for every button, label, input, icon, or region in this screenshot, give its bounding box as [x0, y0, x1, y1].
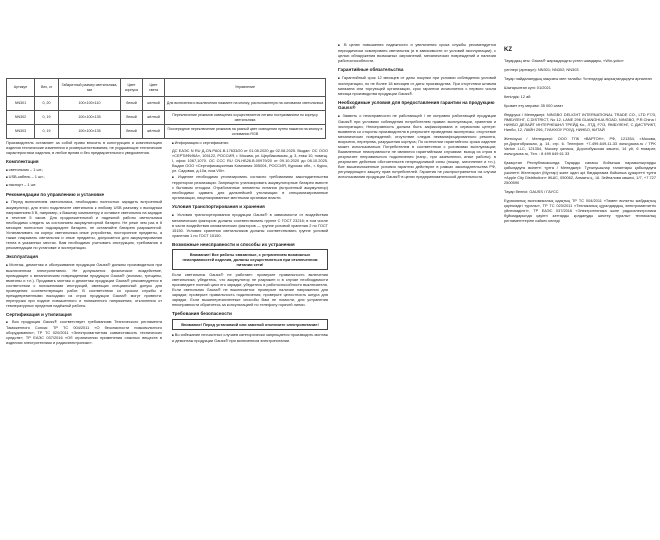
cert-paragraph: ■ Вся продукция Gauss® соответствует требованиям Технического регламента Таможенного Союза: ТР ТС 004/2011 «О безопасности низковольтного оборудования»; ТР ТС 020/2011 «Электромагнитная совместимость технических средств»; ТР ЕАЭС 037/2016 «Об ограничении применения опасных веществ в изделиях электротехники и радиоэлектроники». [6, 319, 162, 345]
faults-warning-box [172, 249, 328, 270]
table-row [7, 125, 326, 139]
certs-paragraph: ДС ЕАЭС N RU Д-CN.РА01.В.17633/20 от 01.08.2020 до 02.08.2025. Выдан: ОС ООО «СЕРТИФИКА», 105122, РОССИЯ, г. Москва, ул. Щербаковская, д. 3, этаж 10, помещ. I, офис 1067,1070. ОС ССС RU CN.НБ26.В.00979/20 от 09.10.2020 до 08.10.2025. Выдан ООО «Сертификационная Компания 305004, РОССИЯ, Курская обл., г. Курск, ул. Садовая, д.10а, пом.VIII». [172, 147, 328, 173]
cell-article: NN303 [7, 125, 35, 139]
cell-weight: 0, 19 [35, 125, 59, 139]
warranty-paragraph: ■ Гарантийный срок 12 месяцев от даты покупки при условии соблюдения условий эксплуатации, но не более 18 месяцев от даты производства. При отсутствии штампа магазина или торгующей организации, срок гарантии исчисляется с первого числа месяца производства продукции Gauss®. [338, 75, 496, 96]
kz-line: Кепілдік: 12 ай [504, 94, 531, 99]
intro-paragraph: Производитель оставляет за собой право вносить в конструкцию и комплектацию изделия технические изменения и усовершенствования, не ухудшающие технические характеристики изделия, в любое время и без предварительного уведомления. [6, 140, 162, 155]
complect-item: ■ светильник – 1 шт.; [6, 167, 162, 173]
kz-line: Тауар белгісі: GAUSS / ГАУСС [504, 189, 559, 194]
kz-line: Шығарылған күні: 01/2021 [504, 85, 551, 90]
cell-article: NN301 [7, 97, 35, 111]
complect-item: ■ паспорт – 1 шт. [6, 182, 162, 188]
kz-line: Тауардың аты: Gauss® жарықдиодты үстел шамдары, «Win-yoko» [504, 58, 624, 63]
kz-line: Қызмет ету мерзімі: 35 000 сағат [504, 103, 563, 108]
th-control: Управление [165, 79, 326, 97]
th-weight: Вес, кг [35, 79, 59, 97]
mount-paragraph: ■ Монтаж, демонтаж и обслуживание продукции Gauss® должны производиться при выключенном электропитании. Не допускается физическое воздействие, приводящее к механическим повреждениям продукции Gauss® (изломы, трещины, вмятины и т.п.). Продавать монтаж и демонтаж продукции Gauss® рекомендуется в соответствии с положениями инструкций, имеющих специальный допуск для проведения соответствующих работ. В соответствии со сроком службы и преждевременными выходами из строя продукции Gauss® могут привести: перегрузки при подаче повышенного и пониженного напряжения; отклонения от температурных пределов надёжной работы. [6, 262, 162, 308]
spec-table [6, 78, 326, 139]
cell-light-color: жёлтый [143, 125, 165, 139]
cell-light-color: жёлтый [143, 111, 165, 125]
cell-control: Переключение режимов освещения осуществляется легким постукиванием по корпусу светильника [165, 111, 326, 125]
kz-line: Тауар пайдаланудың мақсаты мен талабы: Үстелдерді жарықтандыруға арналған [504, 76, 652, 81]
transport-paragraph: ■ Условия транспортирования продукции Gauss® в зависимости от воздействия механических факторов: должны соответствовать группе С ГОСТ 23216; в том числе в части воздействия климатических факторов — группе условий хранения 2 по ГОСТ 15150. Условия хранения светильников должны соответствовать группе условий хранения 1 по ГОСТ 15150. [172, 212, 328, 238]
table-row [7, 111, 326, 125]
kz-line: Жеткізуші / Менеджері: ООО ТПК «ВАРТОН», РФ, 121354, г.Москва, ул.Дорогобужская, д. 14, стр. 6. Телефон: +7-499-649-11-33 www.gauss.ru / TPK Varton LLC, 121354, Мәскеу қаласы, Дорогобужская көшесі, 14 үй, 6 ғимарат, www.gauss.ru, Тел. : 8 499 649 61 33 [504, 136, 656, 156]
cert-title: Сертификация и утилизация [6, 311, 72, 317]
kz-line: Еуразиялық экономикалық одақтың ТР ТС 004/2011 «Төмен вольтты жабдықтың қауіпсіздігі туралы», ТР ТС 020/2011 «Техникалық құралдардың электромагниттік үйлесімділігі», ТР ЕАЭС 037/2016 «Электротехника және радиоэлектроника бұйымдарында қауіпті заттарды қолдануды шектеу туралы» техникалық регламенттеріне сәйкес келеді [504, 198, 656, 223]
mount-title: Эксплуатация [6, 254, 38, 259]
disposal-paragraph: ■ Изделие необходимо утилизировать согласно требованиям законодательства территории реализации. Запрещено утилизировать аккумуляторные батареи вместе с бытовым отходом. Отработанные элементы питания (встроенный аккумулятор) необходимо сдавать для дальнейшей утилизации в специализированные организации, лицензированные местными органами власти. [172, 174, 328, 200]
th-light-color: Цвет света [143, 79, 165, 97]
cell-weight: 0, 19 [35, 111, 59, 125]
column-4-kz [504, 48, 656, 227]
faults-warning-text: Внимание! Все работы связанные, с устранением возможных неисправностей изделия, должны осуществляться при отключенном питании сети! [182, 252, 318, 267]
certs-title: ■ Информация о сертификатах: [172, 140, 328, 146]
column-1 [6, 140, 162, 347]
cell-control: Поочередное переключение режимов на разный цвет освещения путем нажатия на кнопку в основании RGB [165, 125, 326, 139]
cell-control: Для включения и выключения нажмите на кнопку, расположенную на основании светильника [165, 97, 326, 111]
safety-warning-box [172, 319, 328, 330]
cell-body-color: белый [121, 97, 143, 111]
cell-size: 100×100×135 [59, 111, 121, 125]
claims-title: Необходимые условия для предоставления гарантии на продукцию Gauss® [338, 99, 495, 110]
cell-weight: 0, 20 [35, 97, 59, 111]
cell-body-color: белый [121, 125, 143, 139]
faults-title: Возможные неисправности и способы их устранения [172, 241, 295, 247]
cell-body-color: белый [121, 111, 143, 125]
usage-paragraph: ■ Перед включением светильника, необходимо полностью зарядить встроенный аккумулятор, для этого подключите светильник к любому USB разъему с выходным напряжением 5 В, например, к Вашему компьютеру и оставьте светильник на зарядке в течение 5 часов. Для продолжительной и надежной работы светильника необходимо следить за состоянием аккумуляторной батареи. Не реже чем раз в 6 месяцев полностью подзарядите батарею, не оставляйте батарею разряженной. Устанавливать на корпус светильника иные устройства, посторонние предметы, а также накрывать светильник и иные предметы, допускается для аккумулирования тепла в указанных местах. Вам необходимо учитывать инструкцию, требования и рекомендации по установке и эксплуатации. [6, 199, 162, 250]
language-heading: KZ [504, 47, 512, 53]
table-row [7, 97, 326, 111]
th-size: Габаритный размер светильника, мм [59, 79, 121, 97]
column-2 [172, 140, 328, 344]
cell-light-color: желтый [143, 97, 165, 111]
safety-warning-text: Внимание! Перед установкой или заменой отключите электропитание! [181, 321, 319, 327]
kz-line: Қазақстан Республикасында Тауарды сапасы бойынша наразылықтарды қабылдауға өкілетті тұлға / Менеджері: Тұтынушылар талаптары қабылдауға уәкілетті Желтоқсан (Мұхтар) және одан әрі бағдарлама бойынша құзыретті тұлға «Apple City Distribution» ЖШС, 050062, Алматы қ., Ш. Зейналова көшесі, 1/7, +7 727 2500590 [504, 160, 656, 185]
cell-size: 100×100×110 [59, 97, 121, 111]
transport-title: Условия транспортирования и хранения [172, 204, 265, 209]
complect-title: Комплектация [6, 159, 39, 164]
th-body-color: Цвет корпуса [121, 79, 143, 97]
safety-paragraph: ■ Во избежание несчастных случаев категорически запрещается производить монтаж и демонтаж продукции Gauss® при включенном электропитании. [172, 332, 328, 343]
column-3 [338, 42, 496, 180]
warranty-title: Гарантийные обязательства [338, 67, 404, 72]
safety-title: Требования безопасности [172, 311, 232, 316]
kz-line: Өндіруші / Менеджері: NINGBO DELIGHT INTERNATIONAL TRADE CO., LTD F7/3, ЯМБУЛЕНГ, С.DISTRICT, No 12, LANE 296 GUANGHUA ROAD, NINGBO, P.R.China / НИНБО ДЕЛАЙТ ИНТЕРНЕШНЛ ТРЕЙД Ко., ЛТД, F7/3, ЯМБУЛЕНГ, С ДИСТРИКТ, Нинбо, 12, ЛАЙН 296, ГУАНХОУ РОУД, НИНБО, КИТАЙ [504, 112, 656, 132]
th-article: Артикул [7, 79, 35, 97]
faults-paragraph: Если светильник Gauss® не работает: проверьте правильность включения светильника; убедитесь, что аккумулятор не разряжен и в случае необходимости произведите полный цикл его зарядки; убедитесь в работоспособности выключателя. Если светильник Gauss® не выключается: проверьте наличие напряжения для зарядки; проверьте правильность подключения; проверьте целостность шнура для зарядки. Если вышеперечисленные способы Вам не помогли, для устранения неисправности обратитесь за консультацией по телефону горячей линии. [172, 272, 328, 307]
kz-line: үлгілері (артикул): NN301; NN302; NN303 [504, 67, 579, 72]
usage-title: Рекомендации по управлению и установке [6, 191, 105, 197]
claims-paragraph: ■ Заявить о неисправности не работающей / не исправно работающей продукции Gauss® при условиях соблюдения потребителем правил эксплуатации, хранения и эксплуатации; Неисправность должна быть зафиксирована в сервисном центре: выявлена со стороны производителя в результате проведения экспертизы; отсутствие механических повреждений; отсутствие следов неквалифицированного ремонта, вскрытия, перегрева, разрушения корпуса; По истечении гарантийного срока изделие может использоваться Потребителем в соответствии с условиями эксплуатации; Выявленные неисправности не являются гарантийными случаями: выход из строя в результате неправильного подключения (напр., при заземлении, иные работы); в результате действия обстоятельств непреодолимой силы (пожар, затопление и т.п.). Все вышеизложенные условия гарантии действуют в рамках законодательства РФ, регулирующего защиту прав потребителей. Гарантия не распространяется на случаи использования продукции Gauss® в целях предпринимательской деятельности. [338, 113, 496, 179]
complect-item: ■ USB-кабель – 1 шт.; [6, 174, 162, 180]
table-header-row [7, 79, 326, 97]
cell-article: NN302 [7, 111, 35, 125]
cell-size: 100×100×135 [59, 125, 121, 139]
maintenance-paragraph: ■ В целях повышения надежности и увеличения срока службы рекомендуется периодически осматривать светильник (и в зависимости от условий эксплуатации), с целью обнаружения возможных загрязнений, механических повреждений и наличия работоспособности. [338, 42, 496, 63]
